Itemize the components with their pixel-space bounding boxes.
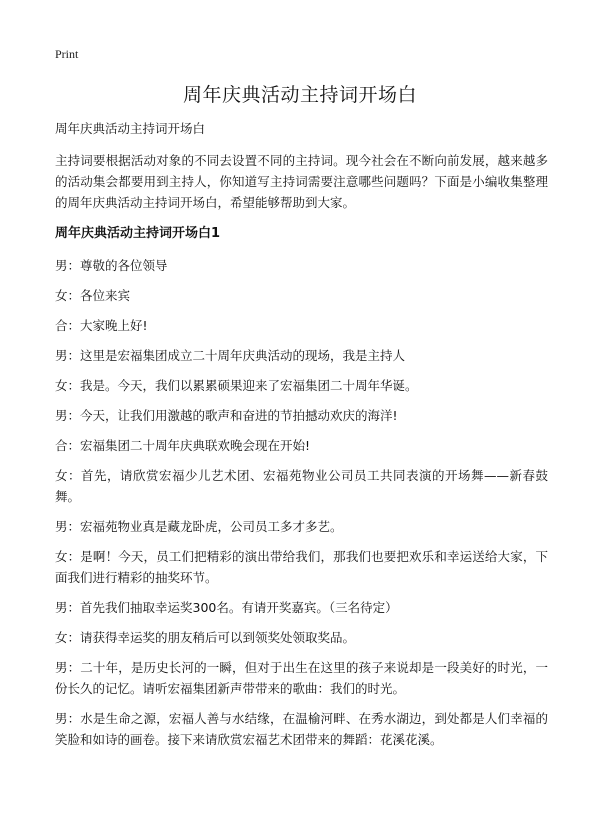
page-title: 周年庆典活动主持词开场白 (182, 84, 417, 106)
dialogue-line: 女：是啊！今天，员工们把精彩的演出带给我们，那我们也要把欢乐和幸运送给大家，下面我们进行精彩的抽奖环节。 (55, 549, 548, 585)
dialogue-line: 女：我是。今天，我们以累累硕果迎来了宏福集团二十周年华诞。 (55, 378, 418, 393)
section-heading: 周年庆典活动主持词开场白1 (55, 226, 221, 241)
dialogue-line: 男：宏福苑物业真是藏龙卧虎，公司员工多才多艺。 (55, 519, 343, 534)
dialogue-line: 男：二十年，是历史长河的一瞬，但对于出生在这里的孩子来说却是一段美好的时光，一份长久的记忆。请听宏福集团新声带带来的歌曲：我们的时光。 (55, 660, 548, 696)
document-subtitle: 周年庆典活动主持词开场白 (55, 121, 206, 136)
dialogue-line: 女：各位来宾 (55, 288, 131, 303)
dialogue-line: 女：请获得幸运奖的朋友稍后可以到领奖处领取奖品。 (55, 630, 356, 645)
print-link[interactable]: Print (55, 47, 79, 61)
dialogue-line: 男：这里是宏福集团成立二十周年庆典活动的现场，我是主持人 (55, 348, 406, 363)
dialogue-line: 男：水是生命之源，宏福人善与水结缘，在温榆河畔、在秀水湖边，到处都是人们幸福的笑脸和如诗的画卷。接下来请欣赏宏福艺术团带来的舞蹈：花溪花溪。 (55, 711, 548, 747)
document-body (55, 118, 548, 759)
dialogue-line: 女：首先，请欣赏宏福少儿艺术团、宏福苑物业公司员工共同表演的开场舞——新春鼓舞。 (55, 468, 548, 504)
intro-paragraph: 主持词要根据活动对象的不同去设置不同的主持词。现今社会在不断向前发展，越来越多的活动集会都要用到主持人，你知道写主持词需要注意哪些问题吗？下面是小编收集整理的周年庆典活动主持词开场白，希望能够帮助到大家。 (55, 153, 548, 210)
dialogue-line: 男：尊敬的各位领导 (55, 258, 168, 273)
dialogue-line: 男：今天，让我们用激越的歌声和奋进的节拍撼动欢庆的海洋! (55, 408, 398, 423)
dialogue-line: 男：首先我们抽取幸运奖300名。有请开奖嘉宾。（三名待定） (55, 600, 398, 615)
dialogue-line: 合：宏福集团二十周年庆典联欢晚会现在开始! (55, 438, 311, 453)
dialogue-line: 合：大家晚上好! (55, 318, 148, 333)
